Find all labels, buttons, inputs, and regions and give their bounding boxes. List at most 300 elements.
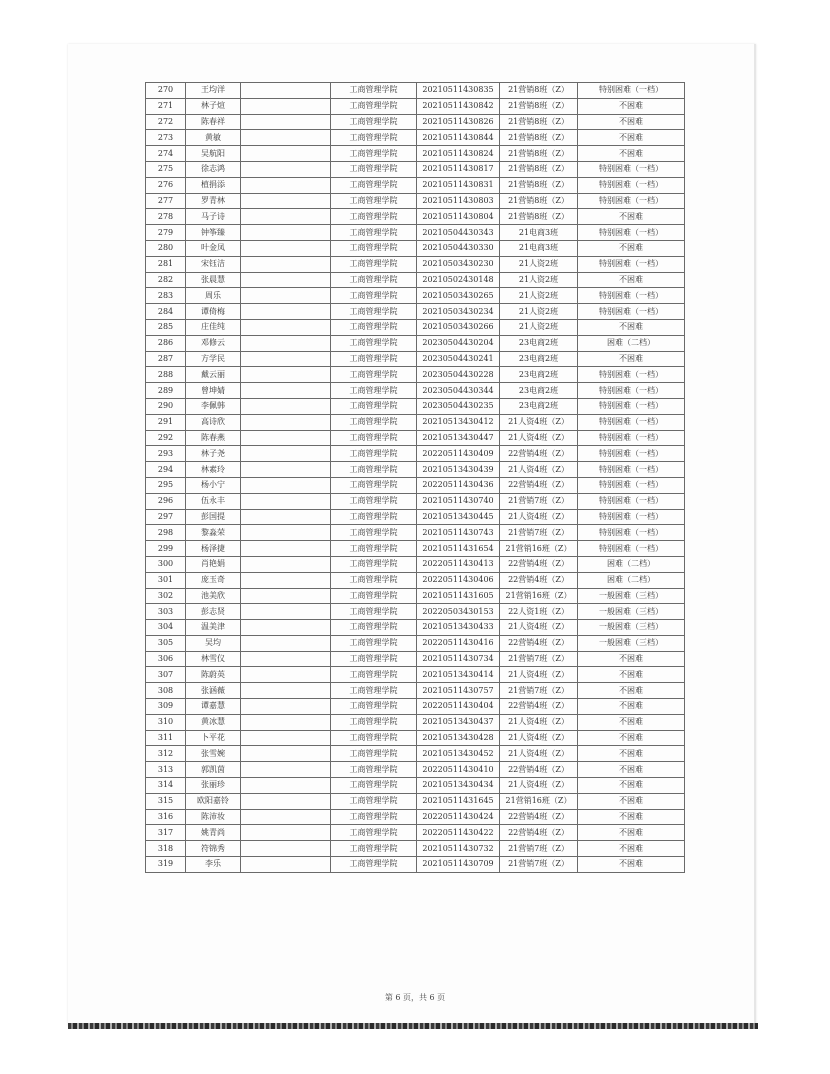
student-name-cell: 李乐 (186, 857, 241, 873)
table-row (146, 304, 685, 320)
college-cell: 工商管理学院 (331, 446, 417, 462)
row-number-cell: 313 (146, 762, 186, 778)
difficulty-level-cell: 特别困难（一档） (578, 398, 685, 414)
student-name-cell: 姚青尚 (186, 825, 241, 841)
row-number-cell: 271 (146, 98, 186, 114)
student-id-cell: 20210511430757 (417, 683, 500, 699)
college-cell: 工商管理学院 (331, 383, 417, 399)
blank-cell (241, 225, 331, 241)
table-row (146, 225, 685, 241)
roster-body (146, 83, 685, 873)
college-cell: 工商管理学院 (331, 146, 417, 162)
class-cell: 21人资4班（Z） (500, 714, 578, 730)
student-id-cell: 20210502430148 (417, 272, 500, 288)
student-name-cell: 高诗欣 (186, 414, 241, 430)
blank-cell (241, 256, 331, 272)
class-cell: 21人资2班 (500, 272, 578, 288)
difficulty-level-cell: 困难（二档） (578, 556, 685, 572)
student-name-cell: 陈春祥 (186, 114, 241, 130)
blank-cell (241, 462, 331, 478)
difficulty-level-cell: 特别困难（一档） (578, 177, 685, 193)
table-row (146, 256, 685, 272)
difficulty-level-cell: 特别困难（一档） (578, 83, 685, 99)
college-cell: 工商管理学院 (331, 319, 417, 335)
blank-cell (241, 525, 331, 541)
student-id-cell: 20220511430409 (417, 446, 500, 462)
student-name-cell: 植捐添 (186, 177, 241, 193)
row-number-cell: 319 (146, 857, 186, 873)
college-cell: 工商管理学院 (331, 225, 417, 241)
student-id-cell: 20210504430343 (417, 225, 500, 241)
blank-cell (241, 272, 331, 288)
student-id-cell: 20210511430844 (417, 130, 500, 146)
class-cell: 21人资4班（Z） (500, 778, 578, 794)
student-name-cell: 吴均 (186, 635, 241, 651)
student-id-cell: 20220511430436 (417, 477, 500, 493)
row-number-cell: 309 (146, 699, 186, 715)
college-cell: 工商管理学院 (331, 841, 417, 857)
blank-cell (241, 762, 331, 778)
row-number-cell: 279 (146, 225, 186, 241)
blank-cell (241, 778, 331, 794)
difficulty-level-cell: 特别困难（一档） (578, 414, 685, 430)
blank-cell (241, 746, 331, 762)
row-number-cell: 316 (146, 809, 186, 825)
college-cell: 工商管理学院 (331, 714, 417, 730)
student-id-cell: 20210503430266 (417, 319, 500, 335)
student-name-cell: 罗青林 (186, 193, 241, 209)
table-row (146, 177, 685, 193)
difficulty-level-cell: 特别困难（一档） (578, 161, 685, 177)
blank-cell (241, 651, 331, 667)
row-number-cell: 285 (146, 319, 186, 335)
student-name-cell: 陈沛妆 (186, 809, 241, 825)
difficulty-level-cell: 不困难 (578, 130, 685, 146)
college-cell: 工商管理学院 (331, 572, 417, 588)
college-cell: 工商管理学院 (331, 430, 417, 446)
student-name-cell: 张丽珍 (186, 778, 241, 794)
table-row (146, 351, 685, 367)
student-id-cell: 20210513430412 (417, 414, 500, 430)
class-cell: 21人资4班（Z） (500, 509, 578, 525)
class-cell: 21人资2班 (500, 319, 578, 335)
table-row (146, 699, 685, 715)
table-row (146, 651, 685, 667)
college-cell: 工商管理学院 (331, 620, 417, 636)
row-number-cell: 280 (146, 240, 186, 256)
difficulty-level-cell: 困难（二档） (578, 572, 685, 588)
table-row (146, 588, 685, 604)
table-row (146, 793, 685, 809)
page-footer: 第 6 页，共 6 页 (384, 993, 446, 1002)
class-cell: 21人资4班（Z） (500, 620, 578, 636)
class-cell: 21电商3班 (500, 240, 578, 256)
student-name-cell: 黄冰慧 (186, 714, 241, 730)
college-cell: 工商管理学院 (331, 493, 417, 509)
row-number-cell: 290 (146, 398, 186, 414)
student-id-cell: 20210511430835 (417, 83, 500, 99)
blank-cell (241, 383, 331, 399)
college-cell: 工商管理学院 (331, 667, 417, 683)
student-name-cell: 陈春燕 (186, 430, 241, 446)
scan-edge-strip (68, 1023, 758, 1029)
difficulty-level-cell: 不困难 (578, 240, 685, 256)
table-row (146, 398, 685, 414)
blank-cell (241, 588, 331, 604)
student-id-cell: 20230504430344 (417, 383, 500, 399)
student-id-cell: 20220511430406 (417, 572, 500, 588)
student-id-cell: 20210511430817 (417, 161, 500, 177)
class-cell: 21营销8班（Z） (500, 114, 578, 130)
class-cell: 21营销7班（Z） (500, 857, 578, 873)
difficulty-level-cell: 特别困难（一档） (578, 256, 685, 272)
table-row (146, 825, 685, 841)
blank-cell (241, 841, 331, 857)
class-cell: 22营销4班（Z） (500, 477, 578, 493)
table-row (146, 367, 685, 383)
student-name-cell: 张晨慧 (186, 272, 241, 288)
table-row (146, 319, 685, 335)
college-cell: 工商管理学院 (331, 509, 417, 525)
college-cell: 工商管理学院 (331, 541, 417, 557)
blank-cell (241, 98, 331, 114)
row-number-cell: 291 (146, 414, 186, 430)
class-cell: 21营销7班（Z） (500, 841, 578, 857)
difficulty-level-cell: 不困难 (578, 825, 685, 841)
class-cell: 22营销4班（Z） (500, 699, 578, 715)
class-cell: 23电商2班 (500, 398, 578, 414)
blank-cell (241, 714, 331, 730)
student-id-cell: 20210511430709 (417, 857, 500, 873)
row-number-cell: 272 (146, 114, 186, 130)
row-number-cell: 310 (146, 714, 186, 730)
table-row (146, 240, 685, 256)
difficulty-level-cell: 特别困难（一档） (578, 367, 685, 383)
blank-cell (241, 556, 331, 572)
student-id-cell: 20210511430734 (417, 651, 500, 667)
college-cell: 工商管理学院 (331, 351, 417, 367)
row-number-cell: 296 (146, 493, 186, 509)
blank-cell (241, 541, 331, 557)
student-name-cell: 张雪婉 (186, 746, 241, 762)
blank-cell (241, 130, 331, 146)
table-row (146, 841, 685, 857)
row-number-cell: 281 (146, 256, 186, 272)
college-cell: 工商管理学院 (331, 272, 417, 288)
row-number-cell: 306 (146, 651, 186, 667)
blank-cell (241, 177, 331, 193)
class-cell: 21营销7班（Z） (500, 651, 578, 667)
student-id-cell: 20210513430434 (417, 778, 500, 794)
row-number-cell: 294 (146, 462, 186, 478)
table-row (146, 762, 685, 778)
student-name-cell: 钟筝臻 (186, 225, 241, 241)
class-cell: 22营销4班（Z） (500, 556, 578, 572)
student-name-cell: 李佩韩 (186, 398, 241, 414)
blank-cell (241, 446, 331, 462)
blank-cell (241, 635, 331, 651)
table-row (146, 556, 685, 572)
row-number-cell: 282 (146, 272, 186, 288)
difficulty-level-cell: 不困难 (578, 683, 685, 699)
college-cell: 工商管理学院 (331, 193, 417, 209)
college-cell: 工商管理学院 (331, 825, 417, 841)
student-name-cell: 周乐 (186, 288, 241, 304)
student-name-cell: 彭志贤 (186, 604, 241, 620)
college-cell: 工商管理学院 (331, 98, 417, 114)
table-row (146, 83, 685, 99)
row-number-cell: 304 (146, 620, 186, 636)
student-id-cell: 20230504430204 (417, 335, 500, 351)
class-cell: 21人资4班（Z） (500, 746, 578, 762)
student-id-cell: 20230504430228 (417, 367, 500, 383)
class-cell: 21营销7班（Z） (500, 493, 578, 509)
row-number-cell: 273 (146, 130, 186, 146)
college-cell: 工商管理学院 (331, 209, 417, 225)
blank-cell (241, 477, 331, 493)
blank-cell (241, 730, 331, 746)
difficulty-level-cell: 特别困难（一档） (578, 462, 685, 478)
blank-cell (241, 351, 331, 367)
student-name-cell: 叶金凤 (186, 240, 241, 256)
college-cell: 工商管理学院 (331, 651, 417, 667)
student-id-cell: 20210511430824 (417, 146, 500, 162)
difficulty-level-cell: 不困难 (578, 714, 685, 730)
difficulty-level-cell: 不困难 (578, 146, 685, 162)
student-name-cell: 徐志鸿 (186, 161, 241, 177)
college-cell: 工商管理学院 (331, 730, 417, 746)
student-id-cell: 20210513430414 (417, 667, 500, 683)
blank-cell (241, 683, 331, 699)
blank-cell (241, 620, 331, 636)
table-row (146, 746, 685, 762)
row-number-cell: 312 (146, 746, 186, 762)
college-cell: 工商管理学院 (331, 161, 417, 177)
blank-cell (241, 193, 331, 209)
table-row (146, 525, 685, 541)
class-cell: 21人资4班（Z） (500, 730, 578, 746)
class-cell: 21人资2班 (500, 288, 578, 304)
student-id-cell: 20220511430422 (417, 825, 500, 841)
college-cell: 工商管理学院 (331, 367, 417, 383)
table-row (146, 209, 685, 225)
table-row (146, 493, 685, 509)
row-number-cell: 301 (146, 572, 186, 588)
table-row (146, 809, 685, 825)
row-number-cell: 295 (146, 477, 186, 493)
table-row (146, 667, 685, 683)
student-name-cell: 温美津 (186, 620, 241, 636)
college-cell: 工商管理学院 (331, 699, 417, 715)
difficulty-level-cell: 不困难 (578, 793, 685, 809)
difficulty-level-cell: 特别困难（一档） (578, 541, 685, 557)
college-cell: 工商管理学院 (331, 177, 417, 193)
college-cell: 工商管理学院 (331, 477, 417, 493)
college-cell: 工商管理学院 (331, 635, 417, 651)
class-cell: 21营销8班（Z） (500, 209, 578, 225)
table-row (146, 857, 685, 873)
student-id-cell: 20210503430234 (417, 304, 500, 320)
student-id-cell: 20210513430452 (417, 746, 500, 762)
table-row (146, 288, 685, 304)
table-row (146, 635, 685, 651)
college-cell: 工商管理学院 (331, 525, 417, 541)
student-id-cell: 20230504430235 (417, 398, 500, 414)
table-row (146, 193, 685, 209)
student-id-cell: 20210511430732 (417, 841, 500, 857)
difficulty-level-cell: 不困难 (578, 114, 685, 130)
difficulty-level-cell: 特别困难（一档） (578, 225, 685, 241)
difficulty-level-cell: 不困难 (578, 841, 685, 857)
blank-cell (241, 509, 331, 525)
student-id-cell: 20210513430433 (417, 620, 500, 636)
difficulty-level-cell: 特别困难（一档） (578, 525, 685, 541)
student-name-cell: 郭凯茵 (186, 762, 241, 778)
difficulty-level-cell: 不困难 (578, 667, 685, 683)
blank-cell (241, 146, 331, 162)
college-cell: 工商管理学院 (331, 556, 417, 572)
difficulty-level-cell: 特别困难（一档） (578, 304, 685, 320)
row-number-cell: 283 (146, 288, 186, 304)
student-name-cell: 王均洋 (186, 83, 241, 99)
class-cell: 21人资4班（Z） (500, 667, 578, 683)
student-name-cell: 肖艳娟 (186, 556, 241, 572)
blank-cell (241, 793, 331, 809)
class-cell: 21营销8班（Z） (500, 98, 578, 114)
student-name-cell: 林子尧 (186, 446, 241, 462)
class-cell: 22营销4班（Z） (500, 572, 578, 588)
class-cell: 21营销8班（Z） (500, 177, 578, 193)
student-name-cell: 谭嘉慧 (186, 699, 241, 715)
row-number-cell: 314 (146, 778, 186, 794)
difficulty-level-cell: 一般困难（三档） (578, 635, 685, 651)
college-cell: 工商管理学院 (331, 398, 417, 414)
table-row (146, 509, 685, 525)
student-id-cell: 20210513430437 (417, 714, 500, 730)
row-number-cell: 298 (146, 525, 186, 541)
college-cell: 工商管理学院 (331, 414, 417, 430)
blank-cell (241, 319, 331, 335)
student-name-cell: 马子诗 (186, 209, 241, 225)
blank-cell (241, 857, 331, 873)
difficulty-level-cell: 特别困难（一档） (578, 430, 685, 446)
student-name-cell: 曾坤婧 (186, 383, 241, 399)
college-cell: 工商管理学院 (331, 240, 417, 256)
class-cell: 21营销8班（Z） (500, 130, 578, 146)
row-number-cell: 276 (146, 177, 186, 193)
table-row (146, 477, 685, 493)
college-cell: 工商管理学院 (331, 683, 417, 699)
row-number-cell: 289 (146, 383, 186, 399)
difficulty-level-cell: 不困难 (578, 209, 685, 225)
student-name-cell: 陈蔚英 (186, 667, 241, 683)
difficulty-level-cell: 不困难 (578, 762, 685, 778)
class-cell: 22营销4班（Z） (500, 762, 578, 778)
class-cell: 21营销16班（Z） (500, 588, 578, 604)
difficulty-level-cell: 不困难 (578, 272, 685, 288)
class-cell: 21营销8班（Z） (500, 193, 578, 209)
table-row (146, 462, 685, 478)
class-cell: 23电商2班 (500, 351, 578, 367)
row-number-cell: 299 (146, 541, 186, 557)
difficulty-level-cell: 不困难 (578, 746, 685, 762)
student-name-cell: 卜平花 (186, 730, 241, 746)
student-name-cell: 邓修云 (186, 335, 241, 351)
row-number-cell: 287 (146, 351, 186, 367)
student-id-cell: 20210503430230 (417, 256, 500, 272)
student-name-cell: 杨小宁 (186, 477, 241, 493)
class-cell: 22营销4班（Z） (500, 635, 578, 651)
blank-cell (241, 304, 331, 320)
blank-cell (241, 414, 331, 430)
difficulty-level-cell: 不困难 (578, 351, 685, 367)
class-cell: 23电商2班 (500, 383, 578, 399)
row-number-cell: 292 (146, 430, 186, 446)
table-row (146, 778, 685, 794)
student-name-cell: 黄敏 (186, 130, 241, 146)
student-name-cell: 符锦秀 (186, 841, 241, 857)
student-name-cell: 戴云丽 (186, 367, 241, 383)
college-cell: 工商管理学院 (331, 130, 417, 146)
table-row (146, 146, 685, 162)
student-id-cell: 20210513430445 (417, 509, 500, 525)
college-cell: 工商管理学院 (331, 793, 417, 809)
difficulty-level-cell: 一般困难（三档） (578, 620, 685, 636)
student-name-cell: 林雪仪 (186, 651, 241, 667)
class-cell: 23电商2班 (500, 335, 578, 351)
student-name-cell: 庄佳纯 (186, 319, 241, 335)
student-id-cell: 20220511430413 (417, 556, 500, 572)
college-cell: 工商管理学院 (331, 335, 417, 351)
row-number-cell: 293 (146, 446, 186, 462)
difficulty-level-cell: 不困难 (578, 651, 685, 667)
student-id-cell: 20210513430447 (417, 430, 500, 446)
difficulty-level-cell: 一般困难（三档） (578, 604, 685, 620)
table-row (146, 446, 685, 462)
table-row (146, 604, 685, 620)
class-cell: 21电商3班 (500, 225, 578, 241)
class-cell: 21人资4班（Z） (500, 430, 578, 446)
student-name-cell: 欧阳嘉铃 (186, 793, 241, 809)
college-cell: 工商管理学院 (331, 588, 417, 604)
difficulty-level-cell: 不困难 (578, 98, 685, 114)
class-cell: 21营销8班（Z） (500, 146, 578, 162)
student-name-cell: 杨泽捷 (186, 541, 241, 557)
college-cell: 工商管理学院 (331, 857, 417, 873)
college-cell: 工商管理学院 (331, 114, 417, 130)
row-number-cell: 288 (146, 367, 186, 383)
difficulty-level-cell: 特别困难（一档） (578, 493, 685, 509)
student-id-cell: 20210511430803 (417, 193, 500, 209)
table-row (146, 130, 685, 146)
difficulty-level-cell: 困难（二档） (578, 335, 685, 351)
college-cell: 工商管理学院 (331, 304, 417, 320)
college-cell: 工商管理学院 (331, 762, 417, 778)
class-cell: 21营销7班（Z） (500, 525, 578, 541)
student-id-cell: 20220503430153 (417, 604, 500, 620)
class-cell: 21营销7班（Z） (500, 683, 578, 699)
class-cell: 21人资4班（Z） (500, 414, 578, 430)
student-name-cell: 黎淼荣 (186, 525, 241, 541)
table-row (146, 683, 685, 699)
row-number-cell: 270 (146, 83, 186, 99)
blank-cell (241, 209, 331, 225)
difficulty-level-cell: 特别困难（一档） (578, 509, 685, 525)
student-name-cell: 吴航阳 (186, 146, 241, 162)
row-number-cell: 307 (146, 667, 186, 683)
student-id-cell: 20220511430410 (417, 762, 500, 778)
row-number-cell: 278 (146, 209, 186, 225)
